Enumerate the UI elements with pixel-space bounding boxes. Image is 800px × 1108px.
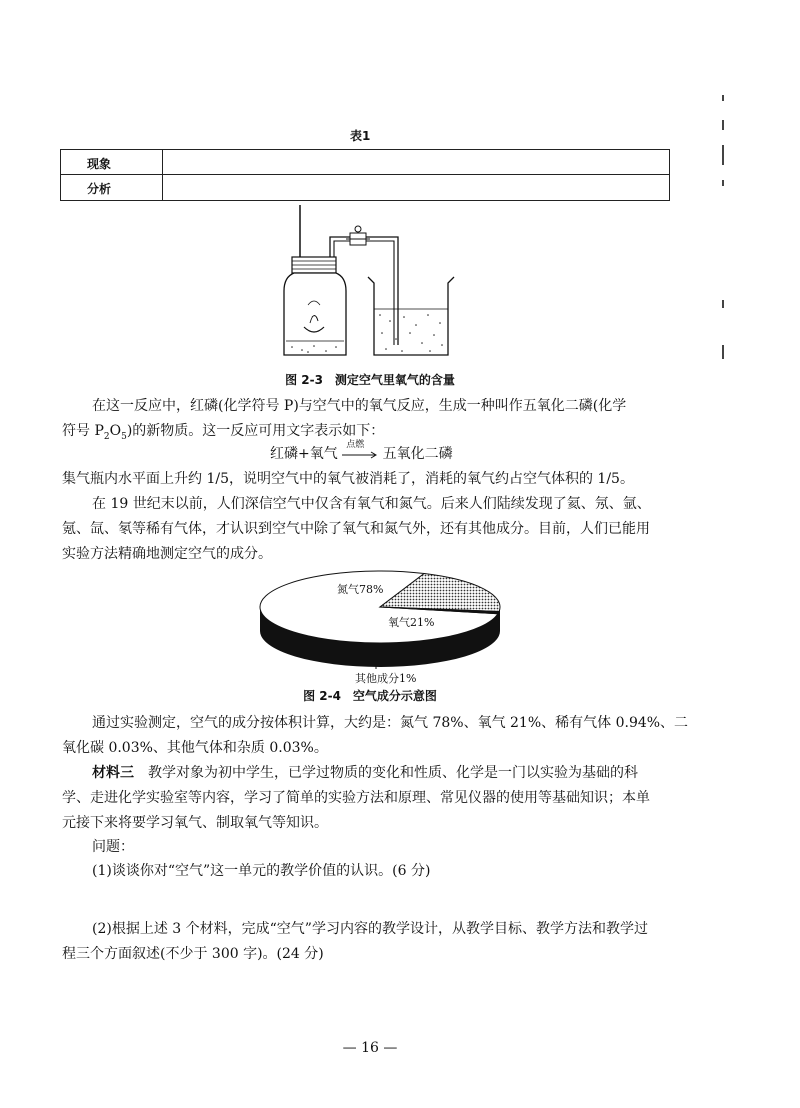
figure-2-4-caption: 图 2-4 空气成分示意图 (303, 689, 437, 703)
table-row (61, 150, 669, 175)
question-1: (1)谈谈你对“空气”这一单元的教学价值的认识。(6 分) (92, 863, 431, 879)
question-2-line: (2)根据上述 3 个材料，完成“空气”学习内容的教学设计，从教学目标、教学方法和教学过 (92, 921, 648, 937)
equation-reactants: 红磷+氧气 (270, 446, 338, 462)
material-three-label: 材料三 (92, 765, 134, 781)
equation-condition: 点燃 (346, 440, 365, 450)
paragraph-line: 符号 $P_2O_5$)的新物质。这一反应可用文字表示如下： (62, 423, 385, 442)
pie-label-oxygen: 氧气21% (388, 616, 435, 629)
material-three-line: 材料三 教学对象为初中学生，已学过物质的变化和性质、化学是一门以实验为基础的科 (92, 765, 638, 781)
paragraph-line: 元接下来将要学习氧气、制取氧气等知识。 (62, 815, 328, 831)
table-row-header: 分析 (61, 175, 163, 200)
paragraph-line: 在 19 世纪末以前，人们深信空气中仅含有氧气和氮气。后来人们陆续发现了氦、氖、氩、 (92, 496, 651, 512)
table-row-header: 现象 (61, 150, 163, 174)
paragraph-line: 氧化碳 0.03%、其他气体和杂质 0.03%。 (62, 740, 328, 756)
table-title: 表1 (350, 129, 371, 143)
paragraph-line: 学、走进化学实验室等内容，学习了简单的实验方法和原理、常见仪器的使用等基础知识；本单 (62, 790, 650, 806)
margin-mark (722, 120, 724, 130)
equation-products: 五氧化二磷 (382, 446, 453, 462)
pie-label-nitrogen: 氮气78% (337, 583, 384, 596)
pie-label-other: 其他成分1% (355, 672, 417, 685)
margin-mark (722, 95, 724, 101)
question-2-line: 程三个方面叙述(不少于 300 字)。(24 分) (62, 946, 324, 962)
margin-mark (722, 345, 724, 359)
paragraph-line: 集气瓶内水平面上升约 1/5，说明空气中的氧气被消耗了，消耗的氧气约占空气体积的 1/5。 (62, 471, 634, 487)
equation-arrow (342, 440, 378, 461)
paragraph-line: 在这一反应中，红磷(化学符号 P)与空气中的氧气反应，生成一种叫作五氧化二磷(化学 (92, 398, 627, 414)
observation-table (60, 149, 670, 201)
margin-mark (722, 145, 724, 165)
paragraph-line: 实验方法精确地测定空气的成分。 (62, 546, 272, 562)
paragraph-line: 通过实验测定，空气的成分按体积计算，大约是：氮气 78%、氧气 21%、稀有气体 0.94%、二 (92, 715, 689, 731)
figure-2-3-caption: 图 2-3 测定空气里氧气的含量 (285, 373, 455, 387)
table-row (61, 175, 669, 200)
margin-mark (722, 180, 724, 186)
word-equation (270, 440, 453, 463)
apparatus-figure (270, 205, 470, 365)
paragraph-line: 氪、氙、氡等稀有气体，才认识到空气中除了氧气和氮气外，还有其他成分。目前，人们已能用 (62, 521, 650, 537)
page-number: — 16 — (342, 1040, 398, 1056)
question-label: 问题： (92, 839, 134, 855)
margin-mark (722, 300, 724, 308)
